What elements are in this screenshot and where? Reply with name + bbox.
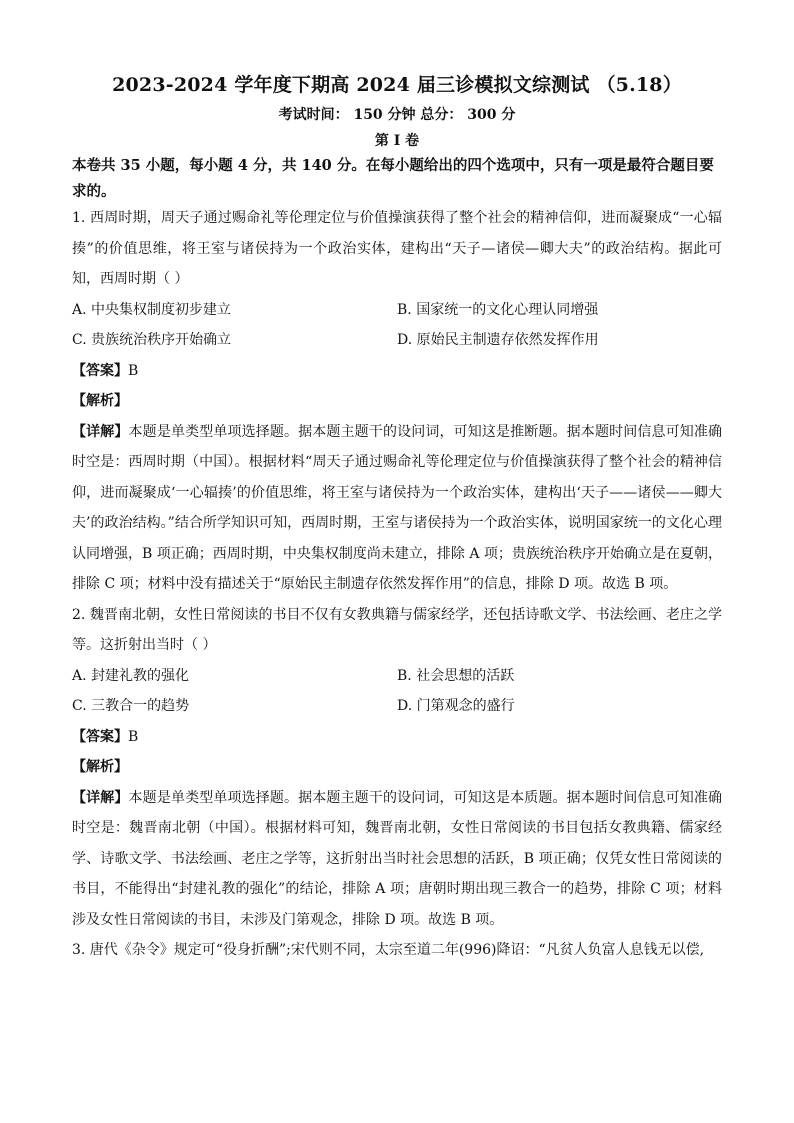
option-list xyxy=(72,295,722,356)
exam-meta: 考试时间： 150 分钟 总分： 300 分 xyxy=(278,107,516,123)
question-list xyxy=(72,203,722,966)
answer-value: B xyxy=(128,362,139,379)
detail-label: 【详解】 xyxy=(72,423,129,440)
volume-heading: 第 I 卷 xyxy=(374,133,420,149)
option-c: C. 贵族统治秩序开始确立 xyxy=(72,332,232,348)
answer-label: 【答案】 xyxy=(72,728,128,745)
option-list xyxy=(72,661,722,722)
exam-title: 2023-2024 学年度下期高 2024 届三诊模拟文综测试 （5.18） xyxy=(112,74,682,96)
detail-text: 本题是单类型单项选择题。据本题主题干的设问词，可知这是本质题。据本题时间信息可知准确时空是：魏晋南北朝（中国）。根据材料可知，魏晋南北朝，女性日常阅读的书目包括女教典籍、儒家经学、诗歌文学、书法绘画、老庄之学等，这折射出当时社会思想的活跃，B 项正确；仅凭女性日常阅读的书目，不能得出“封建礼教的强化”的结论，排除 A 项；唐朝时期出现三教合一的趋势，排除 C 项；材料涉及女性日常阅读的书目，未涉及门第观念，排除 D 项。故选 B 项。 xyxy=(72,789,723,928)
option-b: B. 国家统一的文化心理认同增强 xyxy=(397,301,599,318)
option-d: D. 原始民主制遗存依然发挥作用 xyxy=(397,332,599,348)
analysis-label: 【解析】 xyxy=(72,759,128,775)
analysis-label: 【解析】 xyxy=(72,393,128,409)
option-a: A. 中央集权制度初步建立 xyxy=(72,301,232,318)
answer-line xyxy=(72,722,722,753)
option-b: B. 社会思想的活跃 xyxy=(397,667,515,684)
answer-line xyxy=(72,356,722,387)
detail-text: 本题是单类型单项选择题。据本题主题干的设问词，可知这是推断题。据本题时间信息可知准确时空是：西周时期（中国）。根据材料“周天子通过赐命礼等伦理定位与价值操演获得了整个社会的精神信仰，进而凝聚成‘一心辐揍’的价值思维，将王室与诸侯持为一个政治实体，建构出‘天子——诸侯——卿大夫’的政治结构。”结合所学知识可知，西周时期，王室与诸侯持为一个政治实体，说明国家统一的文化心理认同增强，B 项正确；西周时期，中央集权制度尚未建立，排除 A 项；贵族统治秩序开始确立是在夏朝，排除 C 项；材料中没有描述关于“原始民主制遗存依然发挥作用”的信息，排除 D 项。故选 B 项。 xyxy=(72,423,723,592)
answer-label: 【答案】 xyxy=(72,362,128,379)
detail-label: 【详解】 xyxy=(72,789,129,806)
option-d: D. 门第观念的盛行 xyxy=(397,698,515,714)
question-stem: 2. 魏晋南北朝，女性日常阅读的书目不仅有女教典籍与儒家经学，还包括诗歌文学、书法绘画、老庄之学等。这折射出当时（ ） xyxy=(72,606,722,653)
option-a: A. 封建礼教的强化 xyxy=(72,667,190,684)
answer-value: B xyxy=(128,728,139,745)
question-stem: 3. 唐代《杂令》规定可“役身折酬”;宋代则不同，太宗至道二年(996)降诏：“凡贫人负富人息钱无以偿, xyxy=(72,942,705,958)
question-stem: 1. 西周时期，周天子通过赐命礼等伦理定位与价值操演获得了整个社会的精神信仰，进而凝聚成“一心辐揍”的价值思维，将王室与诸侯持为一个政治实体，建构出“天子—诸侯—卿大夫”的政治结构。据此可知，西周时期（ ） xyxy=(72,210,722,287)
option-c: C. 三教合一的趋势 xyxy=(72,698,190,714)
detail-paragraph xyxy=(72,783,722,936)
analysis-heading xyxy=(72,752,722,783)
detail-paragraph xyxy=(72,417,722,600)
section-intro: 本卷共 35 小题，每小题 4 分，共 140 分。在每小题给出的四个选项中，只有一项是最符合题目要求的。 xyxy=(72,157,714,200)
analysis-heading xyxy=(72,386,722,417)
